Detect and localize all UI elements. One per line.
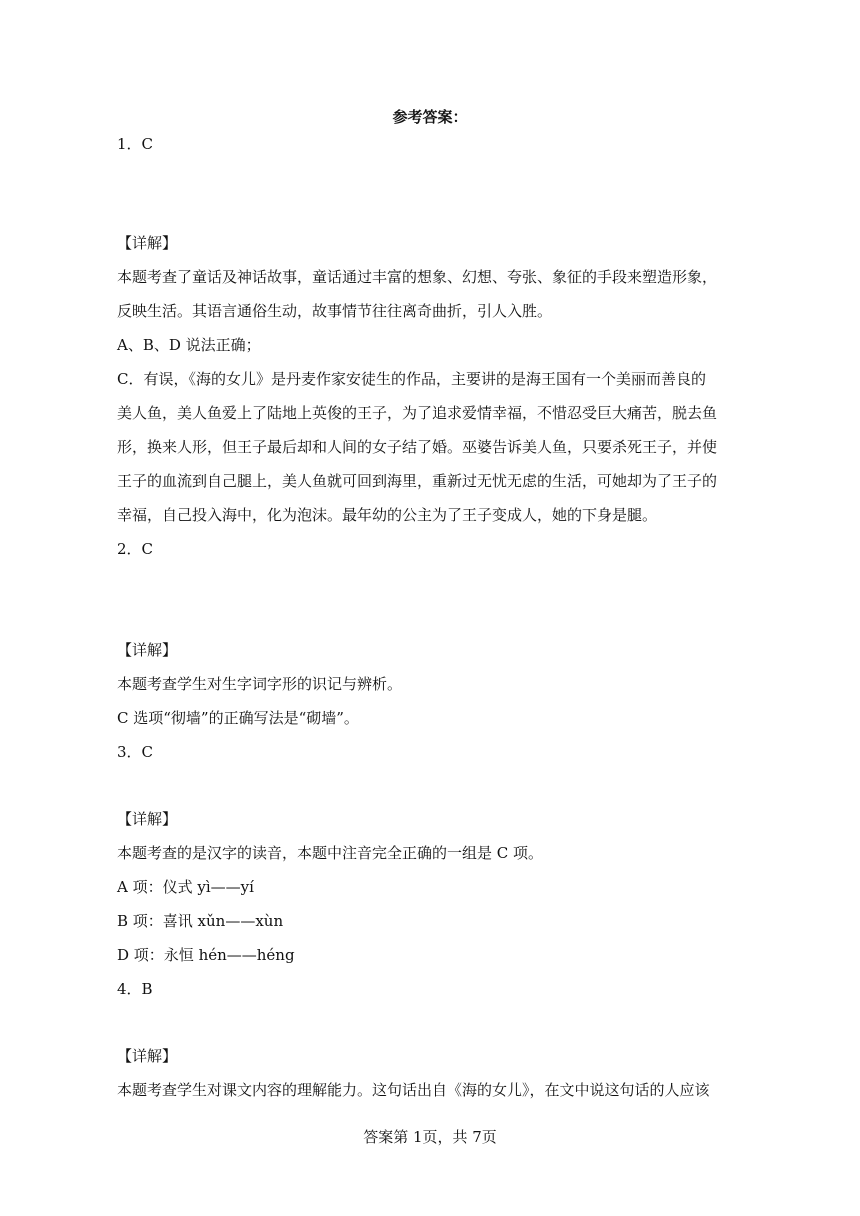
- page-footer: 答案第 1页，共 7页: [363, 1128, 497, 1146]
- answer-1-line: C．有误，《海的女儿》是丹麦作家安徒生的作品，主要讲的是海王国有一个美丽而善良的: [117, 370, 706, 388]
- answer-2-line: 本题考查学生对生字词字形的识记与辨析。: [117, 675, 403, 693]
- answer-3-line: B 项：喜讯 xǔn——xùn: [117, 912, 284, 930]
- answer-2-number: 2．C: [117, 540, 154, 558]
- answer-3-line: A 项：仪式 yì——yí: [117, 878, 254, 896]
- answer-3-heading: 【详解】: [117, 810, 178, 828]
- answer-2-heading: 【详解】: [117, 641, 178, 659]
- answer-1-number: 1．C: [117, 135, 154, 153]
- answer-2-line: C 选项“彻墙”的正确写法是“砌墙”。: [117, 709, 359, 727]
- answer-3-line: D 项：永恒 hén——héng: [117, 946, 295, 964]
- answer-4-line: 本题考查学生对课文内容的理解能力。这句话出自《海的女儿》，在文中说这句话的人应该: [117, 1081, 710, 1099]
- answer-1-line: A、B、D 说法正确；: [117, 336, 261, 354]
- answer-1-heading: 【详解】: [117, 234, 178, 252]
- answer-4-heading: 【详解】: [117, 1047, 178, 1065]
- answer-1-line: 本题考查了童话及神话故事，童话通过丰富的想象、幻想、夸张、象征的手段来塑造形象，: [117, 268, 718, 286]
- page-title: 参考答案：: [392, 108, 468, 126]
- answer-1-line: 美人鱼，美人鱼爱上了陆地上英俊的王子，为了追求爱情幸福，不惜忍受巨大痛苦，脱去鱼: [117, 404, 718, 422]
- answer-1-line: 形，换来人形，但王子最后却和人间的女子结了婚。巫婆告诉美人鱼，只要杀死王子，并使: [117, 438, 718, 456]
- answer-1-line: 反映生活。其语言通俗生动，故事情节往往离奇曲折，引人入胜。: [117, 302, 553, 320]
- answer-1-line: 王子的血流到自己腿上，美人鱼就可回到海里，重新过无忧无虑的生活，可她却为了王子的: [117, 472, 718, 490]
- answer-1-line: 幸福，自己投入海中，化为泡沫。最年幼的公主为了王子变成人，她的下身是腿。: [117, 506, 658, 524]
- answer-3-number: 3．C: [117, 743, 154, 761]
- answer-4-number: 4．B: [117, 980, 153, 998]
- answer-3-line: 本题考查的是汉字的读音，本题中注音完全正确的一组是 C 项。: [117, 844, 544, 862]
